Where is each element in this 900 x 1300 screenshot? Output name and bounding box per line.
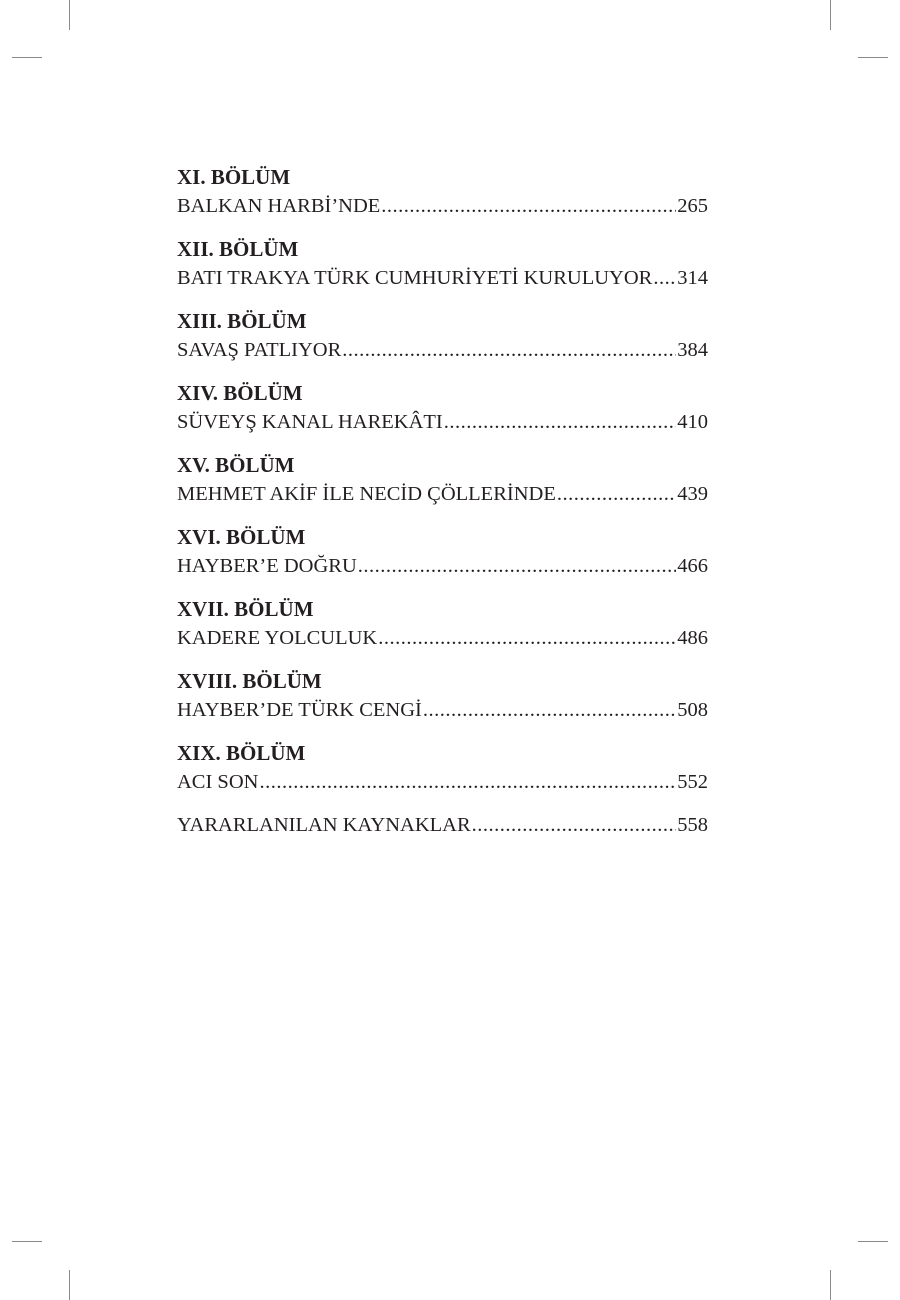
- chapter-title: ACI SON: [177, 771, 259, 793]
- crop-mark: [69, 0, 70, 30]
- chapter-heading: XIX. BÖLÜM: [177, 741, 306, 765]
- crop-mark: [12, 1241, 42, 1242]
- page-number: 508: [677, 699, 708, 721]
- crop-mark: [69, 1270, 70, 1300]
- chapter-title: HAYBER’DE TÜRK CENGİ: [177, 699, 422, 721]
- chapter-heading: XVIII. BÖLÜM: [177, 669, 322, 693]
- page-number: 552: [677, 771, 708, 793]
- toc-entry[interactable]: [177, 408, 708, 437]
- toc-entry[interactable]: [177, 552, 708, 581]
- page-number: 314: [677, 267, 708, 289]
- toc-entry[interactable]: [177, 264, 708, 293]
- page-number: 439: [677, 483, 708, 505]
- toc-chapter: [177, 379, 708, 437]
- toc-chapter: [177, 235, 708, 293]
- toc-chapter: [177, 451, 708, 509]
- toc-entry[interactable]: [177, 696, 708, 725]
- toc-chapter: [177, 667, 708, 725]
- chapter-heading: XIII. BÖLÜM: [177, 309, 307, 333]
- toc-entry[interactable]: [177, 336, 708, 365]
- toc-chapter: [177, 163, 708, 221]
- page-number: 265: [677, 195, 708, 217]
- crop-mark: [858, 1241, 888, 1242]
- chapter-title: BALKAN HARBİ’NDE: [177, 195, 381, 217]
- dot-leader: [381, 192, 676, 221]
- toc-entry[interactable]: [177, 624, 708, 653]
- toc-entry[interactable]: [177, 480, 708, 509]
- toc-entry[interactable]: [177, 192, 708, 221]
- dot-leader: [472, 811, 677, 840]
- chapter-heading: XV. BÖLÜM: [177, 453, 295, 477]
- toc-entry-bibliography[interactable]: [177, 811, 708, 840]
- chapter-title: KADERE YOLCULUK: [177, 627, 378, 649]
- table-of-contents: [177, 163, 708, 840]
- dot-leader: [423, 696, 676, 725]
- chapter-title: BATI TRAKYA TÜRK CUMHURİYETİ KURULUYOR: [177, 267, 653, 289]
- chapter-title: HAYBER’E DOĞRU: [177, 555, 357, 577]
- page-number: 384: [677, 339, 708, 361]
- dot-leader: [653, 264, 676, 293]
- dot-leader: [259, 768, 676, 797]
- toc-chapter: [177, 739, 708, 797]
- bibliography-title: YARARLANILAN KAYNAKLAR: [177, 814, 471, 836]
- dot-leader: [557, 480, 676, 509]
- dot-leader: [378, 624, 676, 653]
- crop-mark: [858, 57, 888, 58]
- page-number: 410: [677, 411, 708, 433]
- page-number: 558: [677, 814, 708, 836]
- chapter-heading: XVII. BÖLÜM: [177, 597, 314, 621]
- chapter-heading: XIV. BÖLÜM: [177, 381, 303, 405]
- page-number: 466: [677, 555, 708, 577]
- dot-leader: [342, 336, 676, 365]
- chapter-title: SAVAŞ PATLIYOR: [177, 339, 342, 361]
- crop-mark: [830, 0, 831, 30]
- toc-chapter: [177, 307, 708, 365]
- dot-leader: [358, 552, 676, 581]
- dot-leader: [444, 408, 677, 437]
- chapter-title: MEHMET AKİF İLE NECİD ÇÖLLERİNDE: [177, 483, 556, 505]
- chapter-heading: XII. BÖLÜM: [177, 237, 299, 261]
- page-number: 486: [677, 627, 708, 649]
- crop-mark: [830, 1270, 831, 1300]
- toc-chapter: [177, 595, 708, 653]
- chapter-heading: XI. BÖLÜM: [177, 165, 291, 189]
- toc-entry[interactable]: [177, 768, 708, 797]
- crop-mark: [12, 57, 42, 58]
- chapter-heading: XVI. BÖLÜM: [177, 525, 306, 549]
- toc-chapter: [177, 523, 708, 581]
- chapter-title: SÜVEYŞ KANAL HAREKÂTI: [177, 411, 443, 433]
